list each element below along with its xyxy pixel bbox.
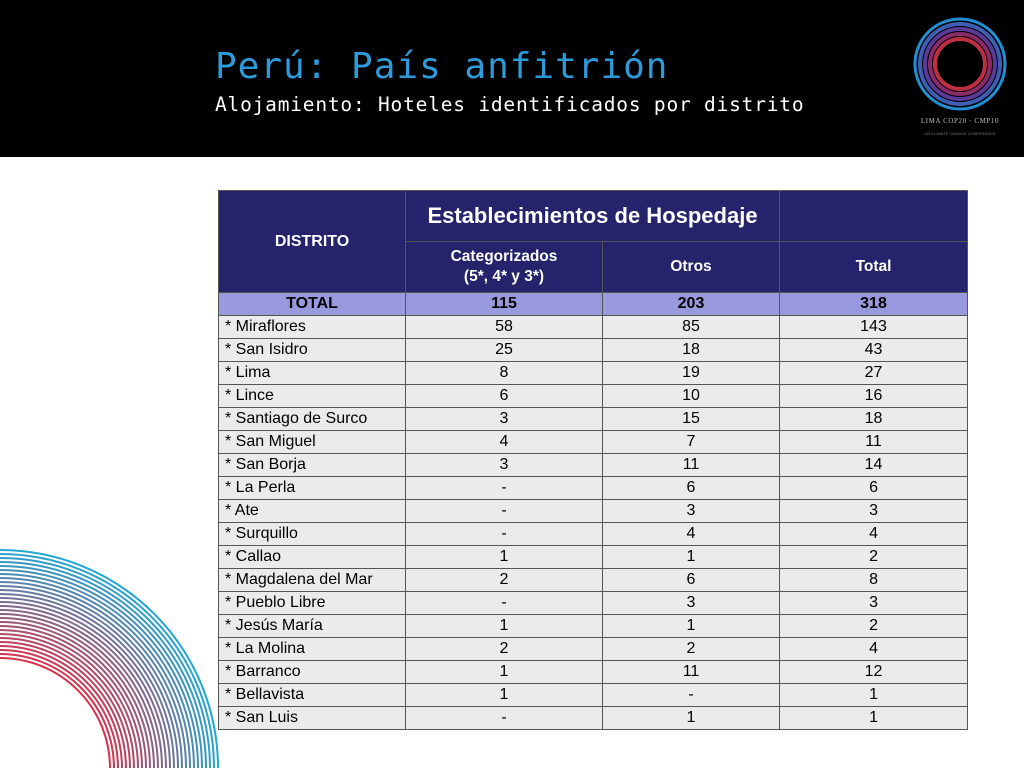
header-total: Total: [780, 242, 968, 293]
total-cell: 27: [780, 362, 968, 385]
table-row: [219, 500, 968, 523]
otros-cell: 11: [603, 454, 780, 477]
district-cell: * Miraflores: [219, 316, 406, 339]
otros-cell: 4: [603, 523, 780, 546]
total-cell: 143: [780, 316, 968, 339]
categorizados-cell: 1: [406, 684, 603, 707]
categorizados-cell: -: [406, 523, 603, 546]
district-cell: * Callao: [219, 546, 406, 569]
categorizados-cell: 1: [406, 546, 603, 569]
table-row: [219, 569, 968, 592]
total-cell: 43: [780, 339, 968, 362]
slide-subtitle: Alojamiento: Hoteles identificados por distrito: [215, 93, 805, 116]
total-cell: 4: [780, 638, 968, 661]
table-row: [219, 339, 968, 362]
otros-cell: 19: [603, 362, 780, 385]
total-label: TOTAL: [219, 293, 406, 316]
total-cell: 3: [780, 592, 968, 615]
total-categorizados: 115: [406, 293, 603, 316]
table-row: [219, 477, 968, 500]
categorizados-cell: 58: [406, 316, 603, 339]
otros-cell: 7: [603, 431, 780, 454]
otros-cell: 1: [603, 546, 780, 569]
categorizados-cell: 4: [406, 431, 603, 454]
categorizados-cell: 8: [406, 362, 603, 385]
total-cell: 1: [780, 707, 968, 730]
table-row: [219, 431, 968, 454]
header-otros: Otros: [603, 242, 780, 293]
slide-header: [0, 0, 1024, 157]
otros-cell: -: [603, 684, 780, 707]
table-row: [219, 362, 968, 385]
district-cell: * Barranco: [219, 661, 406, 684]
total-cell: 16: [780, 385, 968, 408]
table-row: [219, 316, 968, 339]
categorizados-cell: 1: [406, 615, 603, 638]
otros-cell: 1: [603, 615, 780, 638]
total-cell: 11: [780, 431, 968, 454]
header-categorizados-line2: (5*, 4* y 3*): [463, 268, 545, 285]
table-row: [219, 661, 968, 684]
categorizados-cell: -: [406, 592, 603, 615]
decorative-arc: [0, 642, 126, 768]
district-cell: * Ate: [219, 500, 406, 523]
otros-cell: 3: [603, 592, 780, 615]
table-row: [219, 523, 968, 546]
otros-cell: 11: [603, 661, 780, 684]
district-cell: * Lima: [219, 362, 406, 385]
district-cell: * Santiago de Surco: [219, 408, 406, 431]
table-row: [219, 615, 968, 638]
table-row: [219, 592, 968, 615]
header-blank-cell: [780, 191, 968, 242]
categorizados-cell: -: [406, 500, 603, 523]
categorizados-cell: -: [406, 477, 603, 500]
total-cell: 14: [780, 454, 968, 477]
total-cell: 1: [780, 684, 968, 707]
logo-subtext: UN CLIMATE CHANGE CONFERENCE: [924, 131, 996, 136]
district-cell: * San Borja: [219, 454, 406, 477]
slide-title: Perú: País anfitrión: [215, 46, 669, 87]
district-cell: * La Molina: [219, 638, 406, 661]
categorizados-cell: 1: [406, 661, 603, 684]
district-cell: * Surquillo: [219, 523, 406, 546]
district-cell: * Lince: [219, 385, 406, 408]
table-row: [219, 454, 968, 477]
total-cell: 6: [780, 477, 968, 500]
header-establecimientos: Establecimientos de Hospedaje: [406, 191, 780, 242]
table-row: [219, 684, 968, 707]
categorizados-cell: 2: [406, 569, 603, 592]
categorizados-cell: 2: [406, 638, 603, 661]
table-row: [219, 638, 968, 661]
otros-cell: 6: [603, 569, 780, 592]
total-otros: 203: [603, 293, 780, 316]
header-distrito: DISTRITO: [219, 191, 406, 293]
total-cell: 3: [780, 500, 968, 523]
header-categorizados-line1: Categorizados: [450, 248, 558, 265]
otros-cell: 18: [603, 339, 780, 362]
otros-cell: 2: [603, 638, 780, 661]
district-cell: * Pueblo Libre: [219, 592, 406, 615]
categorizados-cell: 3: [406, 408, 603, 431]
district-cell: * La Perla: [219, 477, 406, 500]
table-row: [219, 546, 968, 569]
categorizados-cell: 3: [406, 454, 603, 477]
otros-cell: 6: [603, 477, 780, 500]
district-cell: * Jesús María: [219, 615, 406, 638]
otros-cell: 3: [603, 500, 780, 523]
table-row: [219, 707, 968, 730]
categorizados-cell: 25: [406, 339, 603, 362]
district-cell: * San Miguel: [219, 431, 406, 454]
logo-text: LIMA COP20 · CMP10: [920, 117, 1000, 125]
total-cell: 2: [780, 615, 968, 638]
otros-cell: 85: [603, 316, 780, 339]
otros-cell: 10: [603, 385, 780, 408]
district-cell: * San Isidro: [219, 339, 406, 362]
total-cell: 18: [780, 408, 968, 431]
table-row: [219, 385, 968, 408]
hotels-by-district-table: [218, 190, 968, 730]
total-total: 318: [780, 293, 968, 316]
categorizados-cell: 6: [406, 385, 603, 408]
table-row: [219, 408, 968, 431]
cop20-logo-icon: [912, 16, 1008, 112]
total-cell: 12: [780, 661, 968, 684]
header-categorizados: [406, 242, 603, 293]
total-cell: 8: [780, 569, 968, 592]
total-cell: 2: [780, 546, 968, 569]
categorizados-cell: -: [406, 707, 603, 730]
district-cell: * San Luis: [219, 707, 406, 730]
otros-cell: 1: [603, 707, 780, 730]
total-row: [219, 293, 968, 316]
total-cell: 4: [780, 523, 968, 546]
otros-cell: 15: [603, 408, 780, 431]
decorative-arc: [0, 582, 186, 768]
district-cell: * Magdalena del Mar: [219, 569, 406, 592]
decorative-arcs-icon: [0, 540, 220, 768]
decorative-arc: [0, 638, 130, 768]
district-cell: * Bellavista: [219, 684, 406, 707]
decorative-arc: [0, 658, 110, 768]
